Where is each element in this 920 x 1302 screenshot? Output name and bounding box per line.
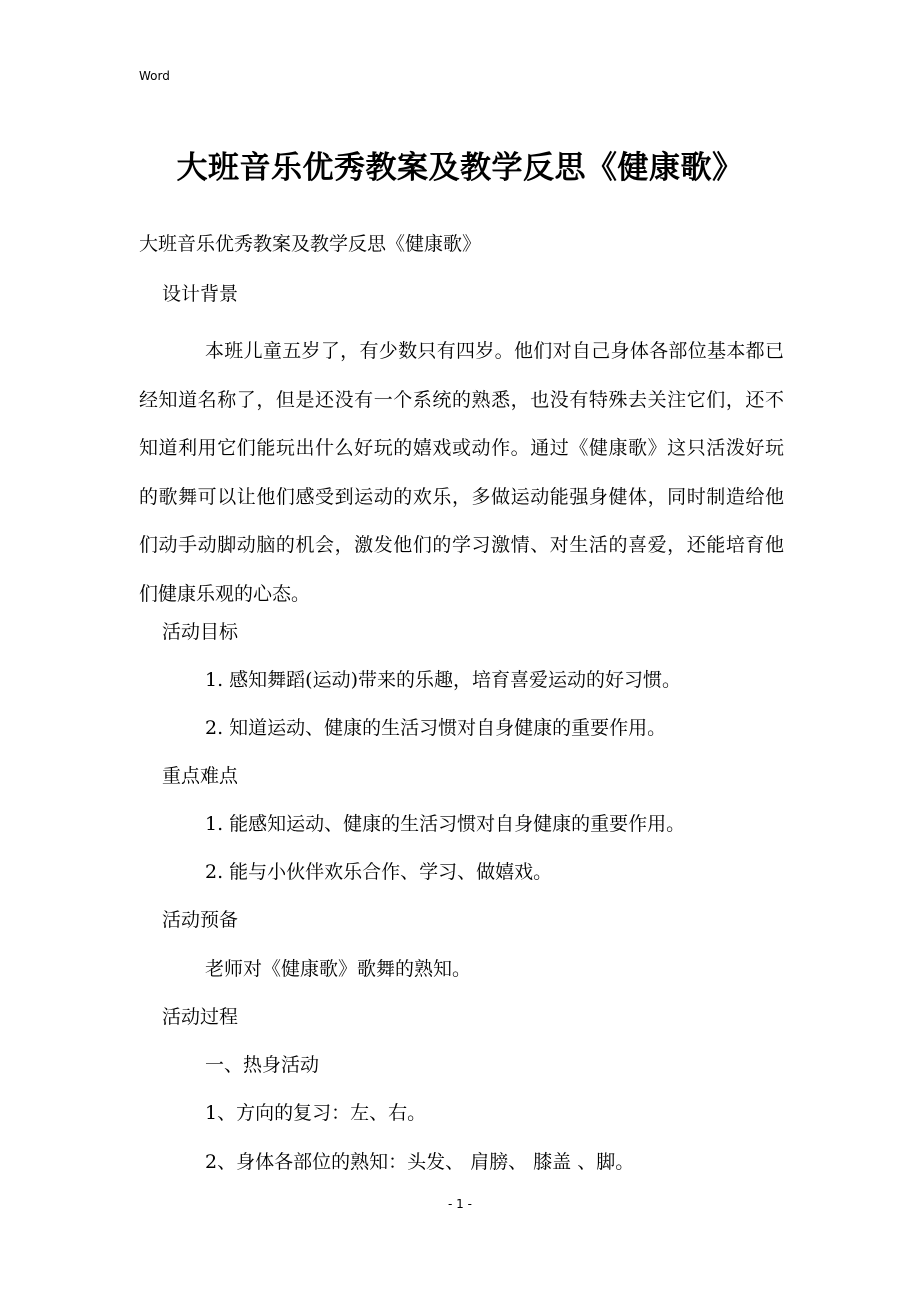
key-point-item-1: 1. 能感知运动、健康的生活习惯对自身健康的重要作用。 (205, 813, 686, 835)
process-item-2: 1、方向的复习：左、右。 (205, 1102, 427, 1124)
goal-item-2: 2. 知道运动、健康的生活习惯对自身健康的重要作用。 (205, 717, 667, 739)
key-point-item-2: 2. 能与小伙伴欢乐合作、学习、做嬉戏。 (205, 861, 553, 883)
header-label: Word (139, 69, 170, 83)
process-item-1: 一、热身活动 (205, 1054, 320, 1076)
process-item-3: 2、身体各部位的熟知：头发、 肩膀、 膝盖 、脚。 (205, 1151, 635, 1173)
section-heading-goals: 活动目标 (162, 621, 239, 643)
section-heading-preparation: 活动预备 (162, 909, 239, 931)
document-subtitle: 大班音乐优秀教案及教学反思《健康歌》 (139, 233, 482, 255)
section-heading-background: 设计背景 (162, 283, 239, 305)
section-heading-key-points: 重点难点 (162, 765, 239, 787)
document-title: 大班音乐优秀教案及教学反思《健康歌》 (176, 150, 744, 186)
preparation-text: 老师对《健康歌》歌舞的熟知。 (205, 958, 472, 980)
section-heading-process: 活动过程 (162, 1006, 239, 1028)
page-number: - 1 - (448, 1197, 472, 1211)
background-paragraph: 本班儿童五岁了，有少数只有四岁。他们对自己身体各部位基本都已经知道名称了，但是还没有一个系统的熟悉，也没有特殊去关注它们，还不知道利用它们能玩出什么好玩的嬉戏或动作。通过《健康歌》这只活泼好玩的歌舞可以让他们感受到运动的欢乐，多做运动能强身健体，同时制造给他们动手动脚动脑的机会，激发他们的学习激情、对生活的喜爱，还能培育他们健康乐观的心态。 (139, 340, 784, 605)
goal-item-1: 1. 感知舞蹈(运动)带来的乐趣，培育喜爱运动的好习惯。 (205, 669, 681, 691)
